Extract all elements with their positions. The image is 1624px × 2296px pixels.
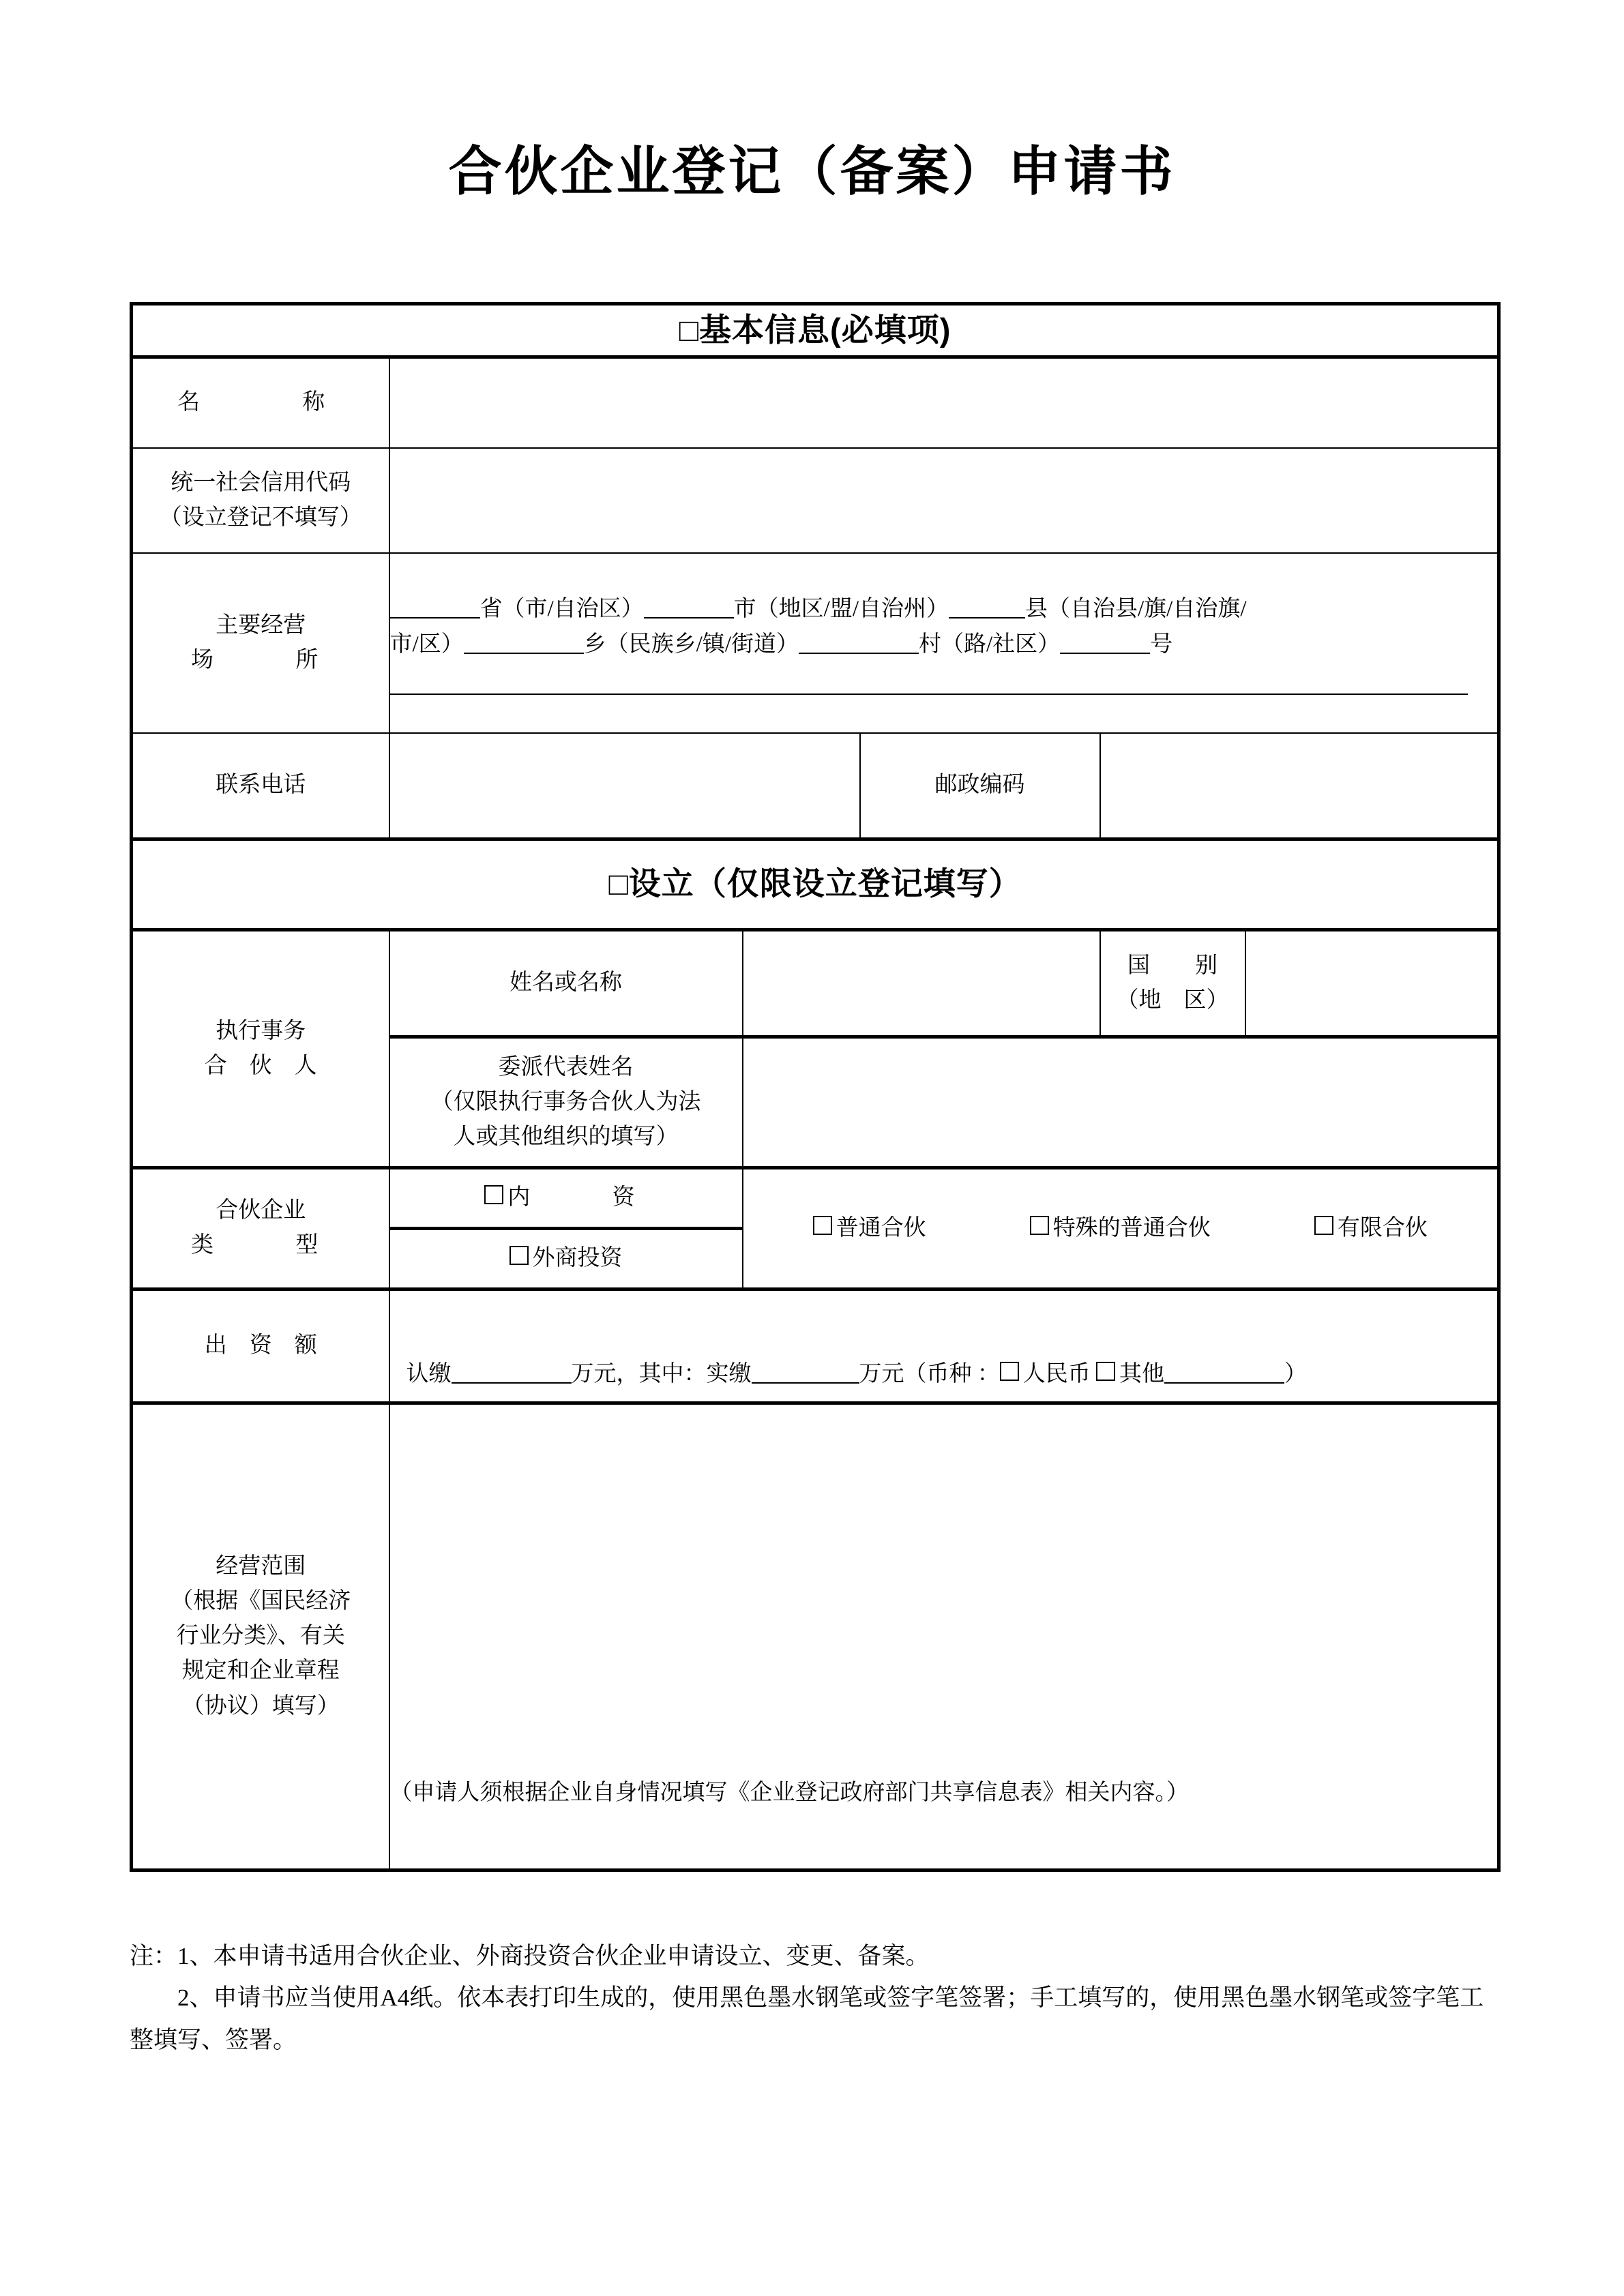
label-general-partnership: 普通合伙 <box>836 1215 926 1240</box>
label-currency-other: 其他 <box>1119 1361 1164 1386</box>
blank-city[interactable] <box>644 591 734 618</box>
empty-checkbox-icon-foreign[interactable] <box>510 1246 529 1265</box>
label-partner-name-or-title: 姓名或名称 <box>389 929 743 1037</box>
label-contribution: 出 资 额 <box>132 1289 389 1403</box>
label-subscribed: 认缴 <box>406 1361 452 1386</box>
table-row-premises <box>132 553 1499 733</box>
input-premises-address[interactable] <box>389 553 1499 733</box>
empty-checkbox-icon-other-currency[interactable] <box>1096 1362 1115 1381</box>
label-name-text: 名 称 <box>177 390 344 415</box>
table-row-managing-partner-name <box>132 929 1499 1037</box>
label-delegate-name <box>389 1037 743 1167</box>
label-credit-code-line1: 统一社会信用代码 <box>171 470 351 495</box>
section-header-basic-info: □基本信息(必填项) <box>132 304 1499 357</box>
premises-seg-district-prefix: 市/区） <box>389 631 464 657</box>
label-business-scope-line5: （协议）填写） <box>181 1693 340 1718</box>
label-currency-rmb: 人民币 <box>1022 1361 1091 1386</box>
empty-checkbox-icon-limited[interactable] <box>1314 1216 1333 1235</box>
label-delegate-line1: 委派代表姓名 <box>498 1054 634 1079</box>
label-paid-unit: 万元（币种 ： <box>859 1361 1000 1386</box>
label-postcode: 邮政编码 <box>860 733 1100 839</box>
footer-notes <box>130 1935 1507 2061</box>
input-delegate-name[interactable] <box>743 1037 1499 1167</box>
premises-address-line-1 <box>390 591 1498 627</box>
footer-note-prefix: 注： <box>130 1943 178 1969</box>
blank-address-extra-line[interactable] <box>390 692 1468 695</box>
label-premises-line2: 场 所 <box>190 647 331 672</box>
premises-seg-city: 市（地区/盟/自治州） <box>733 596 949 621</box>
empty-checkbox-icon-special-general[interactable] <box>1030 1216 1049 1235</box>
label-partnership-type <box>132 1167 389 1289</box>
label-partnership-type-line2: 类 型 <box>190 1233 331 1258</box>
label-name <box>132 357 389 448</box>
label-nationality-line2: （地 区） <box>1116 987 1229 1013</box>
label-delegate-line2: （仅限执行事务合伙人为法 <box>430 1089 701 1114</box>
label-foreign-investment: 外商投资 <box>532 1246 623 1271</box>
label-nationality-line1: 国 别 <box>1127 953 1217 978</box>
checkbox-domestic-capital[interactable] <box>389 1167 743 1228</box>
partnership-type-options <box>743 1167 1499 1289</box>
input-phone[interactable] <box>389 733 860 839</box>
input-name[interactable] <box>389 357 1499 448</box>
premises-seg-county: 县（自治县/旗/自治旗/ <box>1025 596 1247 621</box>
table-row-contribution <box>132 1289 1499 1403</box>
table-row-contact <box>132 733 1499 839</box>
checkbox-foreign-investment[interactable] <box>389 1228 743 1289</box>
label-limited-partnership: 有限合伙 <box>1337 1215 1428 1240</box>
blank-township[interactable] <box>464 627 584 654</box>
table-row-name <box>132 357 1499 448</box>
input-credit-code[interactable] <box>389 448 1499 553</box>
blank-village[interactable] <box>799 627 919 654</box>
label-business-scope-line3: 行业分类》、有关 <box>176 1624 345 1649</box>
premises-seg-province: 省（市/自治区） <box>479 596 644 621</box>
label-managing-partner <box>132 929 389 1167</box>
blank-county[interactable] <box>949 591 1025 618</box>
label-subscribed-unit: 万元，其中：实缴 <box>571 1361 752 1386</box>
label-special-general-partnership: 特殊的普通合伙 <box>1052 1215 1211 1240</box>
label-business-scope-line1: 经营范围 <box>216 1553 306 1579</box>
label-premises-line1: 主要经营 <box>216 612 306 638</box>
page-title: 合伙企业登记（备案）申请书 <box>448 141 1176 201</box>
premises-seg-number: 号 <box>1150 631 1173 657</box>
checkbox-general-partnership[interactable] <box>813 1211 926 1246</box>
premises-seg-village: 村（路/社区） <box>919 631 1061 657</box>
footer-note-2: 2、申请书应当使用A4纸。依本表打印生成的，使用黑色墨水钢笔或签字笔签署；手工填写的，使用黑色墨水钢笔或签字笔工整填写、签署。 <box>130 1984 1484 2053</box>
empty-checkbox-icon-general[interactable] <box>813 1216 832 1235</box>
contribution-fields <box>389 1289 1499 1403</box>
label-credit-code-line2: （设立登记不填写） <box>159 505 362 530</box>
input-partner-name-or-title[interactable] <box>743 929 1100 1037</box>
label-managing-partner-line2: 合 伙 人 <box>204 1053 317 1078</box>
blank-subscribed-amount[interactable] <box>452 1356 572 1384</box>
section-header-row-establishment <box>132 839 1499 929</box>
premises-seg-township: 乡（民族乡/镇/街道） <box>583 631 799 657</box>
label-credit-code <box>132 448 389 553</box>
input-nationality[interactable] <box>1245 929 1499 1037</box>
empty-checkbox-icon-rmb[interactable] <box>1000 1362 1019 1381</box>
section-header-row-basic-info <box>132 304 1499 357</box>
application-form-table <box>130 302 1501 1872</box>
label-business-scope-line4: 规定和企业章程 <box>181 1658 340 1684</box>
contribution-line <box>390 1356 1498 1401</box>
blank-province[interactable] <box>390 591 480 618</box>
label-partnership-type-line1: 合伙企业 <box>216 1198 306 1223</box>
checkbox-limited-partnership[interactable] <box>1314 1211 1428 1246</box>
footer-note-1 <box>130 1935 1507 1977</box>
label-business-scope <box>132 1403 389 1870</box>
blank-number[interactable] <box>1060 627 1150 654</box>
blank-other-currency[interactable] <box>1164 1356 1284 1384</box>
label-domestic-capital: 内 资 <box>507 1185 647 1210</box>
section-header-establishment: □设立（仅限设立登记填写） <box>132 839 1499 929</box>
blank-paid-amount[interactable] <box>752 1356 859 1384</box>
label-currency-close-paren: ） <box>1284 1361 1307 1386</box>
business-scope-note: （申请人须根据企业自身情况填写《企业登记政府部门共享信息表》相关内容。） <box>389 1780 1189 1806</box>
label-managing-partner-line1: 执行事务 <box>216 1018 306 1043</box>
input-postcode[interactable] <box>1100 733 1499 839</box>
footer-note-1-text: 1、本申请书适用合伙企业、外商投资合伙企业申请设立、变更、备案。 <box>177 1943 930 1969</box>
table-row-credit-code <box>132 448 1499 553</box>
partnership-type-option-list <box>743 1211 1498 1246</box>
checkbox-special-general-partnership[interactable] <box>1030 1211 1211 1246</box>
label-business-scope-line2: （根据《国民经济 <box>171 1589 351 1614</box>
table-row-partnership-type-domestic <box>132 1167 1499 1228</box>
empty-checkbox-icon-domestic[interactable] <box>484 1185 503 1204</box>
table-row-business-scope <box>132 1403 1499 1870</box>
premises-address-line-2 <box>390 627 1498 662</box>
label-delegate-line3: 人或其他组织的填写） <box>453 1124 679 1149</box>
label-premises <box>132 553 389 733</box>
label-phone: 联系电话 <box>132 733 389 839</box>
input-business-scope[interactable] <box>389 1403 1499 1870</box>
label-nationality <box>1100 929 1245 1037</box>
